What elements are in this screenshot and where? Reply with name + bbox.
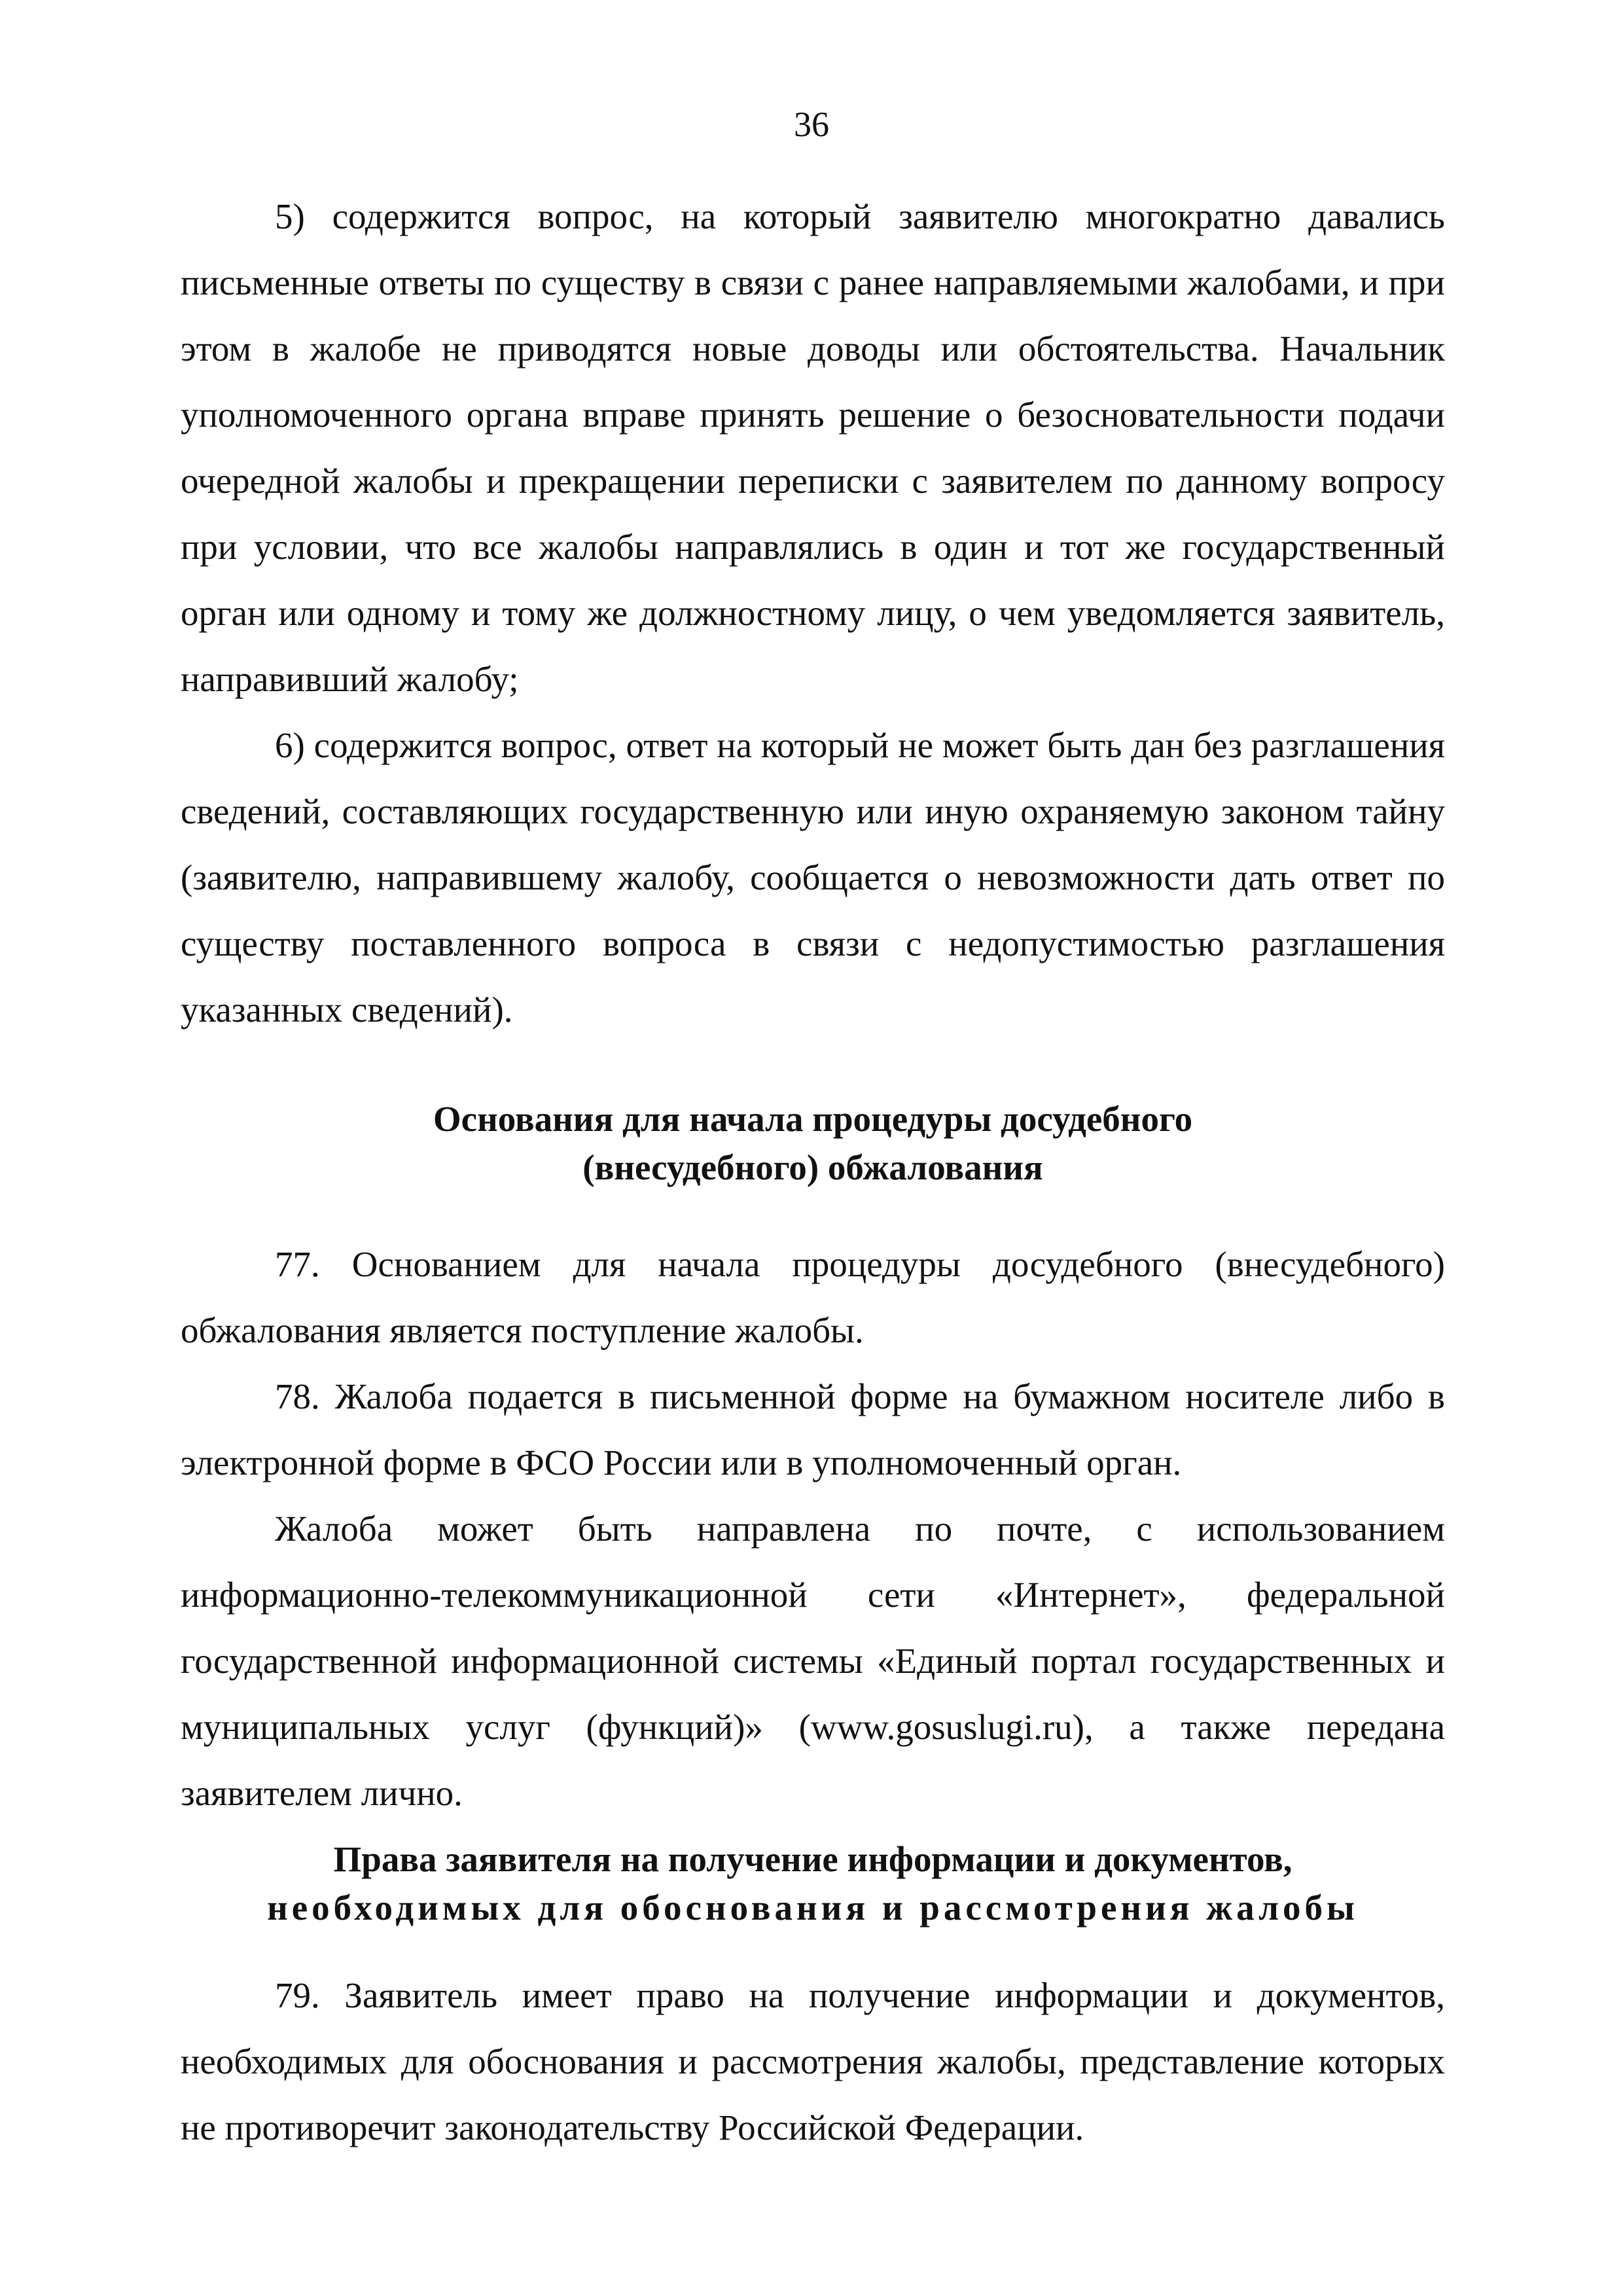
paragraph-78: 78. Жалоба подается в письменной форме на бумажном носителе либо в электронной форме в ФСО России или в уполномоченный орган. (181, 1376, 1445, 1482)
paragraph-77: 77. Основанием для начала процедуры досудебного (внесудебного) обжалования является поступление жалобы. (181, 1244, 1445, 1350)
section-heading-applicant-rights (181, 1835, 1445, 1932)
text-block-section-79 (181, 1962, 1445, 2161)
page-number: 36 (794, 105, 829, 144)
heading-line: Права заявителя на получение информации и документов, (333, 1839, 1293, 1879)
paragraph-79: 79. Заявитель имеет право на получение информации и документов, необходимых для обоснования и рассмотрения жалобы, представление которых не противоречит законодательству Российской Федерации. (181, 1975, 1445, 2147)
heading-line: (внесудебного) обжалования (582, 1147, 1043, 1187)
heading-line: Основания для начала процедуры досудебного (433, 1099, 1193, 1139)
paragraph-item-5: 5) содержится вопрос, на который заявителю многократно давались письменные ответы по существу в связи с ранее направляемыми жалобами, и при этом в жалобе не приводятся новые доводы или обстоятельства. Начальник уполномоченного органа вправе принять решение о безосновательности подачи очередной жалобы и прекращении переписки с заявителем по данному вопросу при условии, что все жалобы направлялись в один и тот же государственный орган или одному и тому же должностному лицу, о чем уведомляется заявитель, направивший жалобу; (181, 196, 1445, 699)
text-block-items-5-6 (181, 183, 1445, 1043)
paragraph-78-continued: Жалоба может быть направлена по почте, с использованием информационно-телекоммуникационной сети «Интернет», федеральной государственной информационной системы «Единый портал государственных и муниципальных услуг (функций)» (www.gosuslugi.ru), а также передана заявителем лично. (181, 1509, 1445, 1813)
heading-line: необходимых для обоснования и рассмотрения жалобы (267, 1888, 1359, 1928)
text-block-section-77-78 (181, 1231, 1445, 1826)
section-heading-grounds-for-appeal (181, 1095, 1445, 1192)
paragraph-item-6: 6) содержится вопрос, ответ на который не может быть дан без разглашения сведений, составляющих государственную или иную охраняемую законом тайну (заявителю, направившему жалобу, сообщается о невозможности дать ответ по существу поставленного вопроса в связи с недопустимостью разглашения указанных сведений). (181, 725, 1445, 1030)
